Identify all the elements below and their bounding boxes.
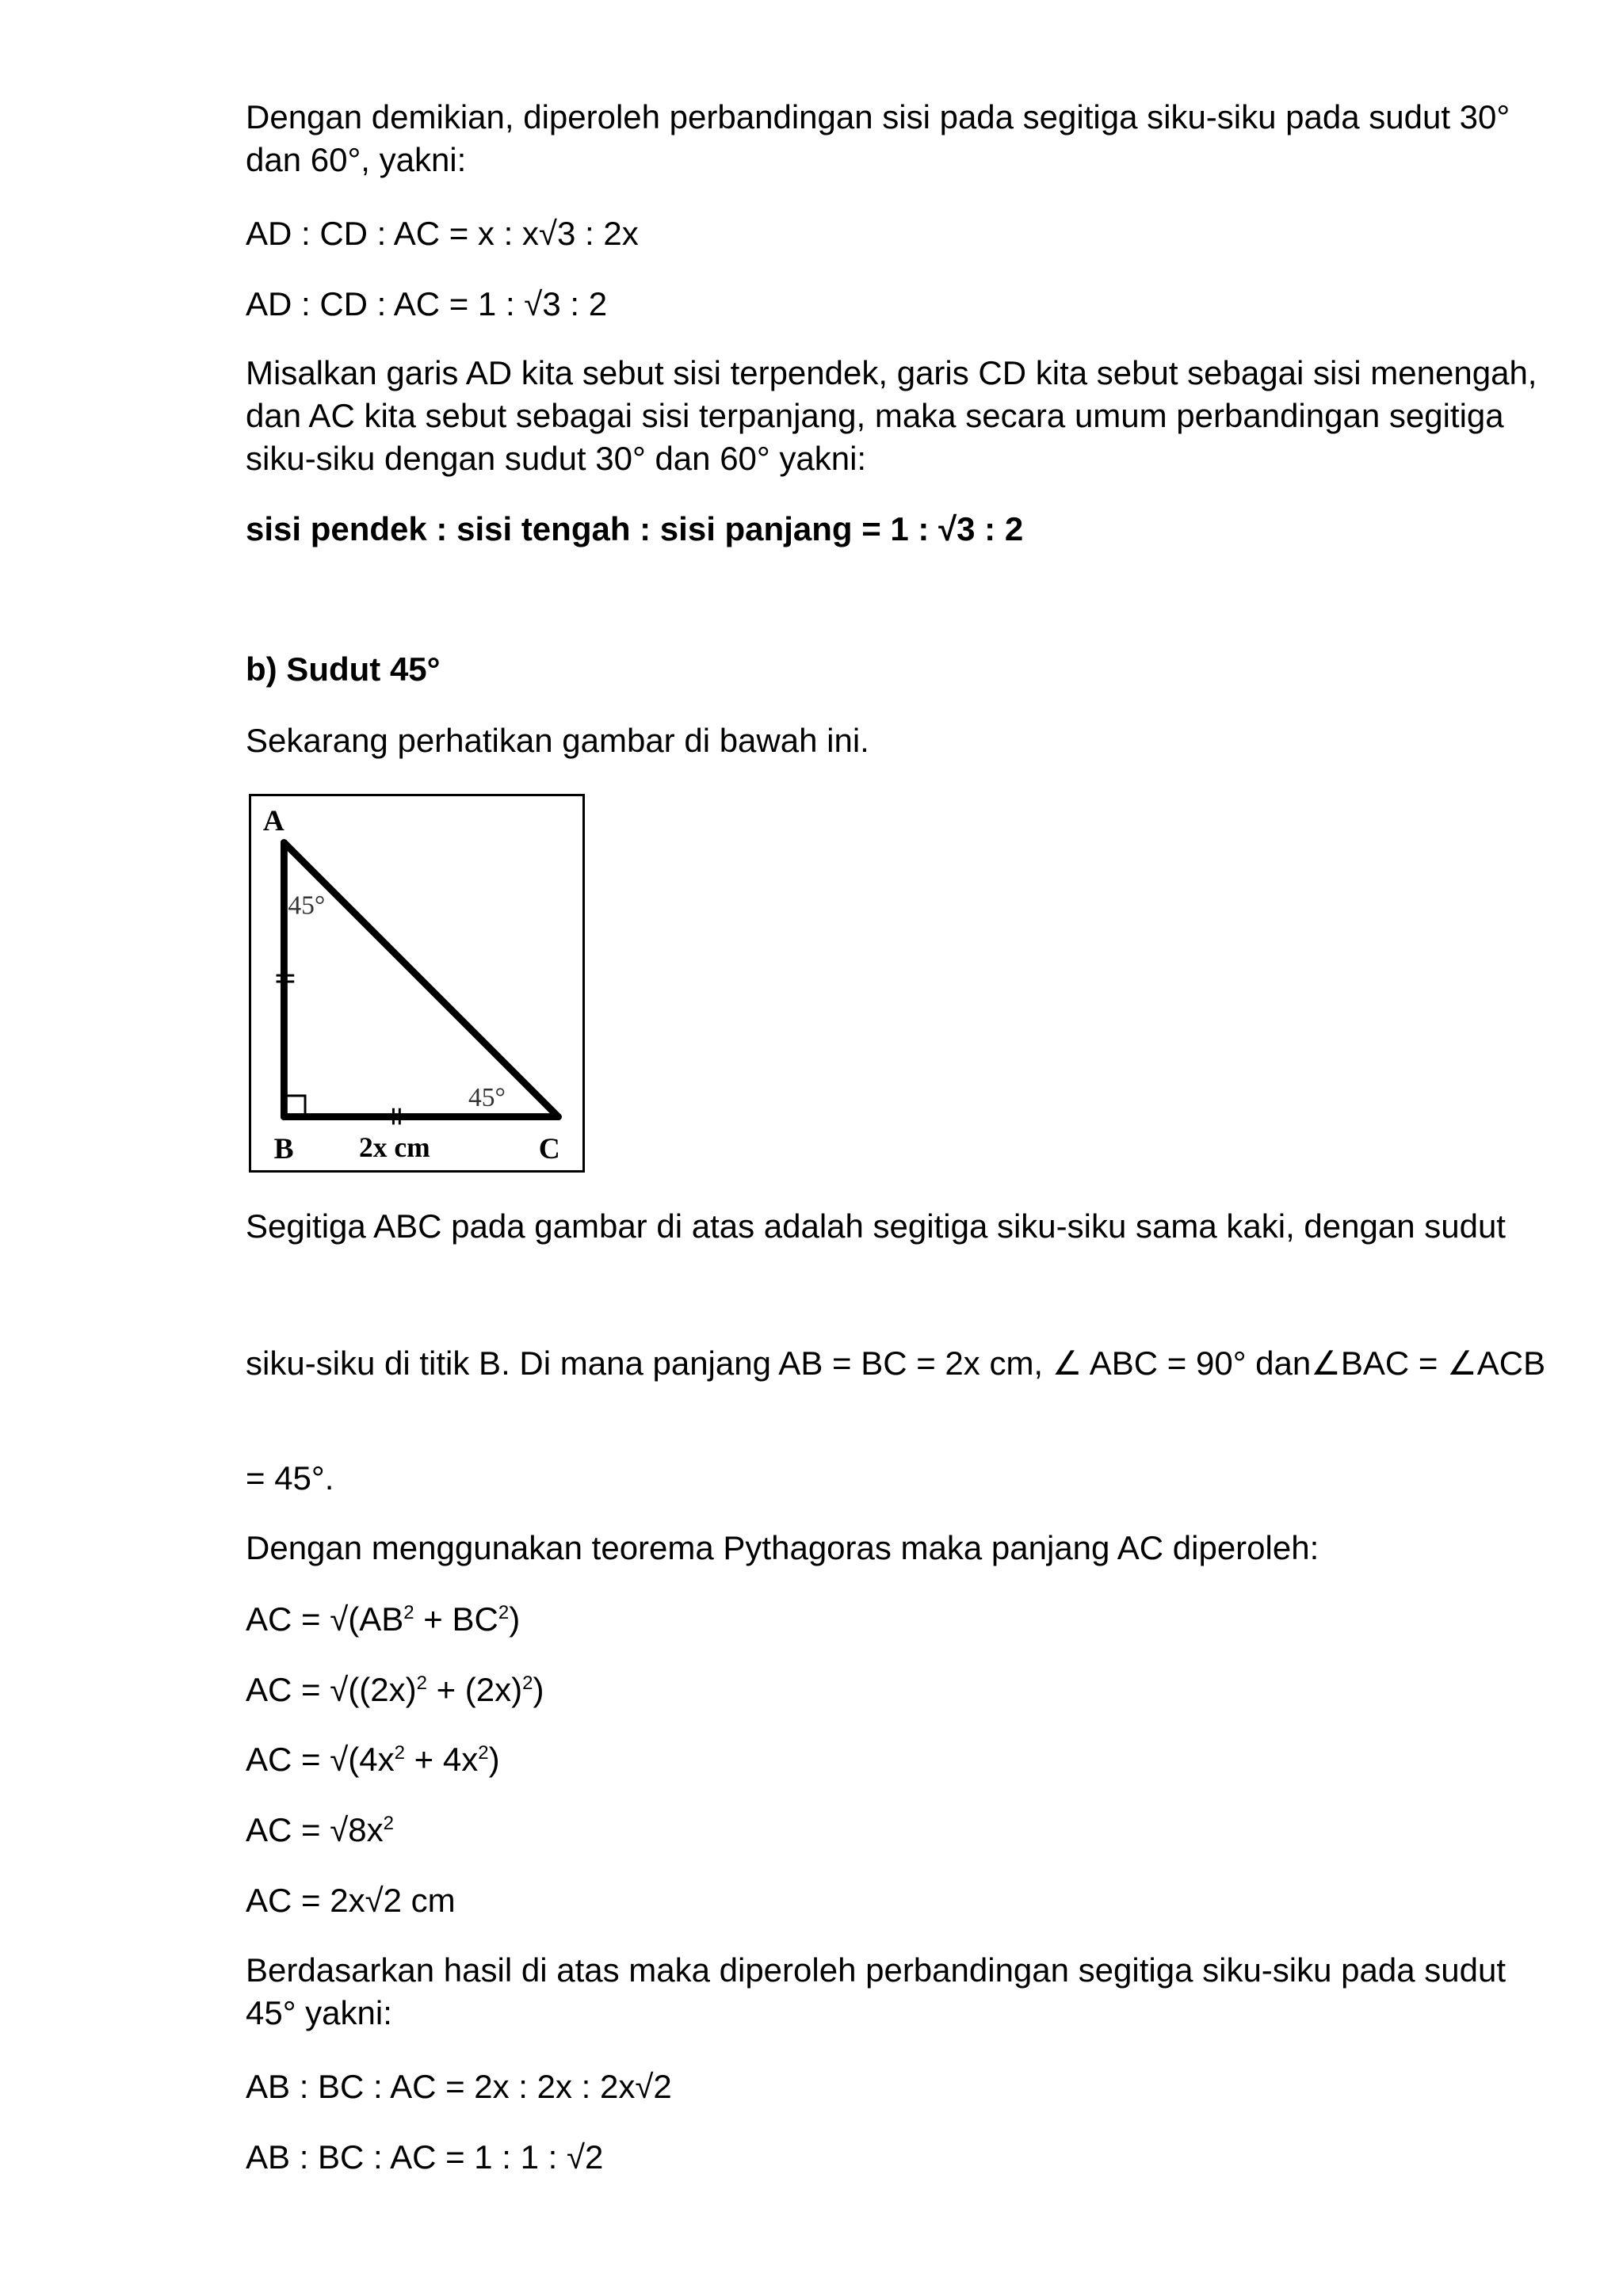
intro-line-2: dan 60°, yakni: xyxy=(246,141,467,178)
ratio-45-line-2: AB : BC : AC = 1 : 1 : √2 xyxy=(246,2138,604,2176)
intro-line-1: Dengan demikian, diperoleh perbandingan sisi pada segitiga siku-siku pada sudut 30° xyxy=(246,98,1510,135)
angle-a-label: 45° xyxy=(288,891,326,921)
triangle-figure xyxy=(249,794,585,1173)
ratio-45-line-1: AB : BC : AC = 2x : 2x : 2x√2 xyxy=(246,2068,672,2105)
step-2: AC = $√((2x)^2 + (2x)^2)$ xyxy=(246,1671,544,1708)
look-text: Sekarang perhatikan gambar di bawah ini. xyxy=(246,722,869,759)
angle-c-label: 45° xyxy=(468,1082,506,1112)
desc-line-3: = 45°. xyxy=(246,1459,334,1497)
summary-30-60: sisi pendek : sisi tengah : sisi panjang = 1 : √3 : 2 xyxy=(246,510,1024,547)
base-length-label: 2x cm xyxy=(359,1131,430,1163)
general-line-3: siku-siku dengan sudut 30° dan 60° yakni: xyxy=(246,440,867,477)
desc-line-1: Segitiga ABC pada gambar di atas adalah segitiga siku-siku sama kaki, dengan sudut xyxy=(246,1207,1506,1245)
pythagoras-intro: Dengan menggunakan teorema Pythagoras maka panjang AC diperoleh: xyxy=(246,1529,1319,1566)
ratio-30-line-2: AD : CD : AC = 1 : √3 : 2 xyxy=(246,285,608,322)
step-4: AC = $√8x^2$ xyxy=(246,1811,394,1848)
conclusion-line-1: Berdasarkan hasil di atas maka diperoleh perbandingan segitiga siku-siku pada sudut xyxy=(246,1951,1506,1989)
ratio-30-line-1: AD : CD : AC = x : x√3 : 2x xyxy=(246,215,639,252)
vertex-c-label: C xyxy=(538,1132,560,1165)
step-5: AC = 2x√2 cm xyxy=(246,1882,456,1919)
triangle-diagram xyxy=(251,796,582,1170)
step-3: AC = $√(4x^2 + 4x^2)$ xyxy=(246,1741,500,1778)
desc-line-2: siku-siku di titik B. Di mana panjang AB = BC = 2x cm, ∠ ABC = 90° dan∠BAC = ∠ACB xyxy=(246,1344,1546,1382)
right-angle-marker xyxy=(287,1096,305,1114)
conclusion-line-2: 45° yakni: xyxy=(246,1994,392,2031)
heading-45: b) Sudut 45° xyxy=(246,650,441,688)
vertex-a-label: A xyxy=(262,804,285,837)
step-1: AC = $√(AB^2 + BC^2)$ xyxy=(246,1600,521,1638)
vertex-b-label: B xyxy=(273,1132,294,1165)
general-line-2: dan AC kita sebut sebagai sisi terpanjang, maka secara umum perbandingan segitiga xyxy=(246,397,1504,434)
general-line-1: Misalkan garis AD kita sebut sisi terpendek, garis CD kita sebut sebagai sisi menengah, xyxy=(246,354,1537,391)
side-ac xyxy=(284,843,558,1117)
